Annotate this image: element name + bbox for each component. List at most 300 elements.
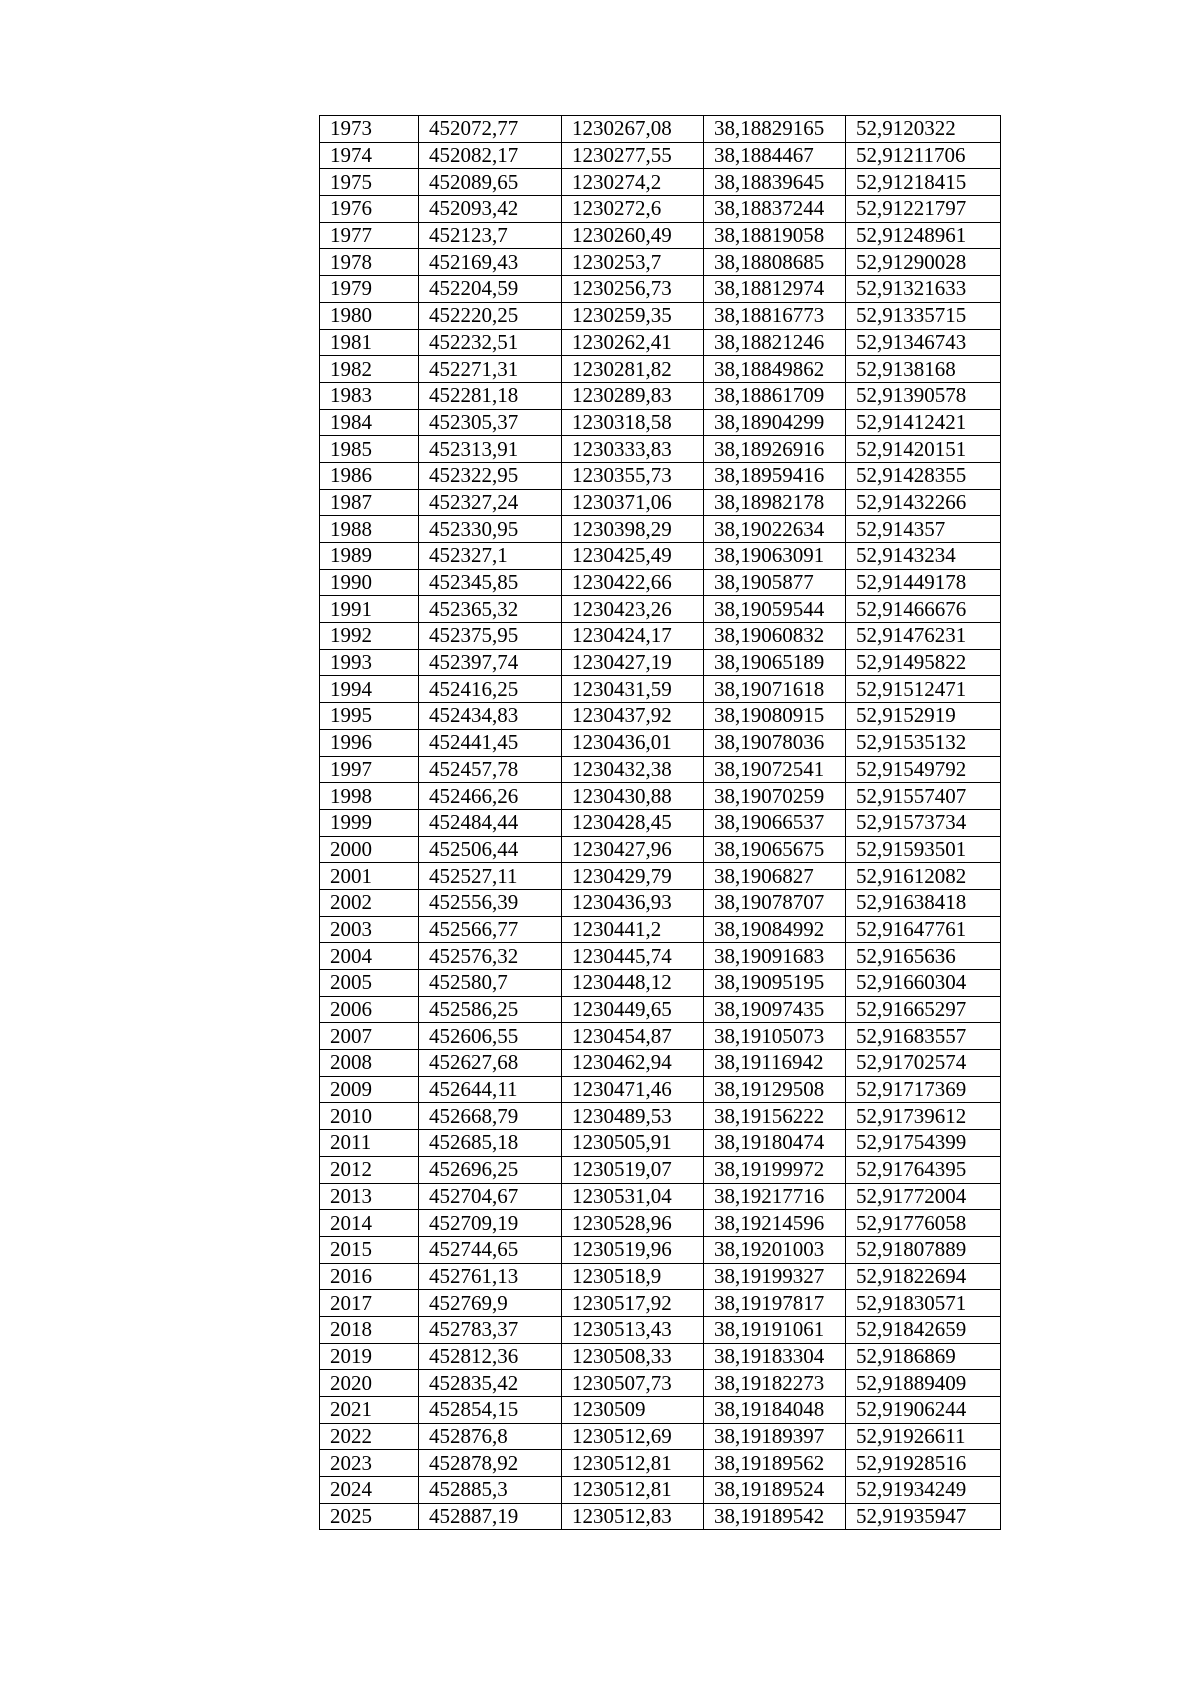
year-cell: 2021 — [320, 1397, 419, 1424]
value-a-cell: 452089,65 — [419, 169, 562, 196]
year-cell: 2022 — [320, 1423, 419, 1450]
value-d-cell: 52,91428355 — [846, 462, 1001, 489]
value-a-cell: 452434,83 — [419, 703, 562, 730]
value-a-cell: 452769,9 — [419, 1290, 562, 1317]
value-a-cell: 452441,45 — [419, 729, 562, 756]
value-d-cell: 52,91906244 — [846, 1397, 1001, 1424]
value-d-cell: 52,91647761 — [846, 916, 1001, 943]
year-cell: 1999 — [320, 809, 419, 836]
value-c-cell: 38,19070259 — [704, 783, 846, 810]
value-c-cell: 38,19214596 — [704, 1210, 846, 1237]
value-b-cell: 1230431,59 — [562, 676, 704, 703]
year-cell: 2008 — [320, 1050, 419, 1077]
value-c-cell: 38,19063091 — [704, 543, 846, 570]
value-c-cell: 38,1906827 — [704, 863, 846, 890]
year-cell: 1978 — [320, 249, 419, 276]
table-row — [320, 889, 1001, 916]
value-c-cell: 38,19184048 — [704, 1397, 846, 1424]
year-cell: 1998 — [320, 783, 419, 810]
value-d-cell: 52,91593501 — [846, 836, 1001, 863]
value-c-cell: 38,18808685 — [704, 249, 846, 276]
table-row — [320, 1263, 1001, 1290]
table-row — [320, 649, 1001, 676]
value-b-cell: 1230318,58 — [562, 409, 704, 436]
value-d-cell: 52,9186869 — [846, 1343, 1001, 1370]
table-row — [320, 436, 1001, 463]
value-a-cell: 452580,7 — [419, 970, 562, 997]
value-c-cell: 38,19059544 — [704, 596, 846, 623]
table-row — [320, 356, 1001, 383]
table-row — [320, 1477, 1001, 1504]
value-a-cell: 452812,36 — [419, 1343, 562, 1370]
value-d-cell: 52,91889409 — [846, 1370, 1001, 1397]
year-cell: 1985 — [320, 436, 419, 463]
value-a-cell: 452876,8 — [419, 1423, 562, 1450]
value-a-cell: 452327,1 — [419, 543, 562, 570]
value-d-cell: 52,914357 — [846, 516, 1001, 543]
value-d-cell: 52,91764395 — [846, 1156, 1001, 1183]
value-c-cell: 38,18982178 — [704, 489, 846, 516]
value-b-cell: 1230528,96 — [562, 1210, 704, 1237]
table-row — [320, 409, 1001, 436]
value-c-cell: 38,19189542 — [704, 1503, 846, 1530]
table-row — [320, 569, 1001, 596]
value-b-cell: 1230422,66 — [562, 569, 704, 596]
value-c-cell: 38,19022634 — [704, 516, 846, 543]
value-a-cell: 452330,95 — [419, 516, 562, 543]
year-cell: 1997 — [320, 756, 419, 783]
table-row — [320, 302, 1001, 329]
value-b-cell: 1230424,17 — [562, 623, 704, 650]
value-b-cell: 1230427,96 — [562, 836, 704, 863]
value-a-cell: 452466,26 — [419, 783, 562, 810]
value-d-cell: 52,91702574 — [846, 1050, 1001, 1077]
value-a-cell: 452327,24 — [419, 489, 562, 516]
year-cell: 1993 — [320, 649, 419, 676]
table-row — [320, 1076, 1001, 1103]
value-c-cell: 38,19189524 — [704, 1477, 846, 1504]
year-cell: 2015 — [320, 1236, 419, 1263]
table-row — [320, 249, 1001, 276]
value-a-cell: 452878,92 — [419, 1450, 562, 1477]
year-cell: 2013 — [320, 1183, 419, 1210]
value-d-cell: 52,9165636 — [846, 943, 1001, 970]
year-cell: 2014 — [320, 1210, 419, 1237]
value-c-cell: 38,19183304 — [704, 1343, 846, 1370]
value-b-cell: 1230519,96 — [562, 1236, 704, 1263]
value-d-cell: 52,91717369 — [846, 1076, 1001, 1103]
year-cell: 1992 — [320, 623, 419, 650]
value-a-cell: 452345,85 — [419, 569, 562, 596]
value-a-cell: 452232,51 — [419, 329, 562, 356]
value-d-cell: 52,91449178 — [846, 569, 1001, 596]
value-d-cell: 52,91390578 — [846, 382, 1001, 409]
value-c-cell: 38,18959416 — [704, 462, 846, 489]
table-row — [320, 836, 1001, 863]
value-b-cell: 1230355,73 — [562, 462, 704, 489]
table-row — [320, 729, 1001, 756]
value-a-cell: 452204,59 — [419, 276, 562, 303]
value-d-cell: 52,91830571 — [846, 1290, 1001, 1317]
year-cell: 1975 — [320, 169, 419, 196]
value-c-cell: 38,18926916 — [704, 436, 846, 463]
year-cell: 1987 — [320, 489, 419, 516]
value-b-cell: 1230441,2 — [562, 916, 704, 943]
value-a-cell: 452586,25 — [419, 996, 562, 1023]
value-b-cell: 1230436,01 — [562, 729, 704, 756]
value-a-cell: 452305,37 — [419, 409, 562, 436]
value-d-cell: 52,91638418 — [846, 889, 1001, 916]
value-b-cell: 1230260,49 — [562, 222, 704, 249]
table-row — [320, 703, 1001, 730]
table-row — [320, 1370, 1001, 1397]
value-c-cell: 38,1905877 — [704, 569, 846, 596]
value-a-cell: 452854,15 — [419, 1397, 562, 1424]
year-cell: 1977 — [320, 222, 419, 249]
value-b-cell: 1230505,91 — [562, 1130, 704, 1157]
value-a-cell: 452365,32 — [419, 596, 562, 623]
value-b-cell: 1230432,38 — [562, 756, 704, 783]
year-cell: 2024 — [320, 1477, 419, 1504]
value-a-cell: 452627,68 — [419, 1050, 562, 1077]
value-d-cell: 52,91420151 — [846, 436, 1001, 463]
table-row — [320, 276, 1001, 303]
table-row — [320, 329, 1001, 356]
value-b-cell: 1230436,93 — [562, 889, 704, 916]
value-a-cell: 452416,25 — [419, 676, 562, 703]
year-cell: 1995 — [320, 703, 419, 730]
value-b-cell: 1230489,53 — [562, 1103, 704, 1130]
value-a-cell: 452644,11 — [419, 1076, 562, 1103]
value-b-cell: 1230274,2 — [562, 169, 704, 196]
table-row — [320, 516, 1001, 543]
year-cell: 1996 — [320, 729, 419, 756]
value-a-cell: 452457,78 — [419, 756, 562, 783]
value-c-cell: 38,19129508 — [704, 1076, 846, 1103]
year-cell: 2018 — [320, 1316, 419, 1343]
year-cell: 2019 — [320, 1343, 419, 1370]
table-row — [320, 142, 1001, 169]
year-cell: 2009 — [320, 1076, 419, 1103]
value-a-cell: 452093,42 — [419, 196, 562, 223]
value-b-cell: 1230272,6 — [562, 196, 704, 223]
value-c-cell: 38,19191061 — [704, 1316, 846, 1343]
table-row — [320, 169, 1001, 196]
value-c-cell: 38,19072541 — [704, 756, 846, 783]
value-d-cell: 52,9120322 — [846, 116, 1001, 143]
value-c-cell: 38,18816773 — [704, 302, 846, 329]
table-row — [320, 1156, 1001, 1183]
year-cell: 1974 — [320, 142, 419, 169]
value-d-cell: 52,91549792 — [846, 756, 1001, 783]
value-c-cell: 38,18849862 — [704, 356, 846, 383]
value-c-cell: 38,19065189 — [704, 649, 846, 676]
year-cell: 1984 — [320, 409, 419, 436]
value-c-cell: 38,19078036 — [704, 729, 846, 756]
year-cell: 1994 — [320, 676, 419, 703]
value-d-cell: 52,91211706 — [846, 142, 1001, 169]
value-c-cell: 38,18904299 — [704, 409, 846, 436]
value-a-cell: 452527,11 — [419, 863, 562, 890]
value-c-cell: 38,18819058 — [704, 222, 846, 249]
value-a-cell: 452556,39 — [419, 889, 562, 916]
value-a-cell: 452744,65 — [419, 1236, 562, 1263]
value-a-cell: 452696,25 — [419, 1156, 562, 1183]
table-row — [320, 1210, 1001, 1237]
value-c-cell: 38,18839645 — [704, 169, 846, 196]
value-c-cell: 38,18821246 — [704, 329, 846, 356]
value-c-cell: 38,19084992 — [704, 916, 846, 943]
value-c-cell: 38,19199327 — [704, 1263, 846, 1290]
value-c-cell: 38,19095195 — [704, 970, 846, 997]
table-row — [320, 783, 1001, 810]
value-c-cell: 38,19065675 — [704, 836, 846, 863]
value-c-cell: 38,18837244 — [704, 196, 846, 223]
value-b-cell: 1230423,26 — [562, 596, 704, 623]
value-c-cell: 38,19156222 — [704, 1103, 846, 1130]
value-d-cell: 52,91926611 — [846, 1423, 1001, 1450]
value-c-cell: 38,19182273 — [704, 1370, 846, 1397]
year-cell: 2016 — [320, 1263, 419, 1290]
table-row — [320, 916, 1001, 943]
year-cell: 1991 — [320, 596, 419, 623]
table-row — [320, 1236, 1001, 1263]
value-c-cell: 38,1884467 — [704, 142, 846, 169]
value-b-cell: 1230519,07 — [562, 1156, 704, 1183]
value-d-cell: 52,91842659 — [846, 1316, 1001, 1343]
value-a-cell: 452072,77 — [419, 116, 562, 143]
year-cell: 2005 — [320, 970, 419, 997]
value-d-cell: 52,91466676 — [846, 596, 1001, 623]
table-row — [320, 943, 1001, 970]
table-row — [320, 1503, 1001, 1530]
value-d-cell: 52,91935947 — [846, 1503, 1001, 1530]
year-cell: 2025 — [320, 1503, 419, 1530]
value-c-cell: 38,19105073 — [704, 1023, 846, 1050]
value-b-cell: 1230508,33 — [562, 1343, 704, 1370]
value-b-cell: 1230512,69 — [562, 1423, 704, 1450]
value-a-cell: 452885,3 — [419, 1477, 562, 1504]
table-row — [320, 1290, 1001, 1317]
value-d-cell: 52,91754399 — [846, 1130, 1001, 1157]
value-a-cell: 452606,55 — [419, 1023, 562, 1050]
value-b-cell: 1230471,46 — [562, 1076, 704, 1103]
value-a-cell: 452082,17 — [419, 142, 562, 169]
value-b-cell: 1230517,92 — [562, 1290, 704, 1317]
year-cell: 2001 — [320, 863, 419, 890]
value-c-cell: 38,19189562 — [704, 1450, 846, 1477]
table-row — [320, 489, 1001, 516]
value-b-cell: 1230289,83 — [562, 382, 704, 409]
year-cell: 2006 — [320, 996, 419, 1023]
value-b-cell: 1230462,94 — [562, 1050, 704, 1077]
table-row — [320, 382, 1001, 409]
year-cell: 1990 — [320, 569, 419, 596]
value-c-cell: 38,19080915 — [704, 703, 846, 730]
value-b-cell: 1230449,65 — [562, 996, 704, 1023]
value-d-cell: 52,91218415 — [846, 169, 1001, 196]
value-b-cell: 1230253,7 — [562, 249, 704, 276]
value-a-cell: 452704,67 — [419, 1183, 562, 1210]
value-d-cell: 52,91432266 — [846, 489, 1001, 516]
year-cell: 2002 — [320, 889, 419, 916]
value-c-cell: 38,18829165 — [704, 116, 846, 143]
year-cell: 1989 — [320, 543, 419, 570]
value-b-cell: 1230507,73 — [562, 1370, 704, 1397]
value-b-cell: 1230428,45 — [562, 809, 704, 836]
table-row — [320, 1130, 1001, 1157]
value-b-cell: 1230513,43 — [562, 1316, 704, 1343]
year-cell: 1982 — [320, 356, 419, 383]
value-b-cell: 1230531,04 — [562, 1183, 704, 1210]
value-d-cell: 52,91934249 — [846, 1477, 1001, 1504]
value-c-cell: 38,18861709 — [704, 382, 846, 409]
year-cell: 1986 — [320, 462, 419, 489]
value-b-cell: 1230512,81 — [562, 1477, 704, 1504]
table-row — [320, 1423, 1001, 1450]
value-d-cell: 52,91660304 — [846, 970, 1001, 997]
value-c-cell: 38,19199972 — [704, 1156, 846, 1183]
table-row — [320, 1050, 1001, 1077]
value-c-cell: 38,19116942 — [704, 1050, 846, 1077]
table-row — [320, 1316, 1001, 1343]
year-cell: 1973 — [320, 116, 419, 143]
year-cell: 1983 — [320, 382, 419, 409]
year-cell: 1976 — [320, 196, 419, 223]
value-c-cell: 38,19217716 — [704, 1183, 846, 1210]
value-a-cell: 452169,43 — [419, 249, 562, 276]
value-a-cell: 452761,13 — [419, 1263, 562, 1290]
value-d-cell: 52,91321633 — [846, 276, 1001, 303]
value-a-cell: 452668,79 — [419, 1103, 562, 1130]
value-d-cell: 52,9143234 — [846, 543, 1001, 570]
value-b-cell: 1230518,9 — [562, 1263, 704, 1290]
table-row — [320, 596, 1001, 623]
value-a-cell: 452397,74 — [419, 649, 562, 676]
value-c-cell: 38,19097435 — [704, 996, 846, 1023]
value-b-cell: 1230371,06 — [562, 489, 704, 516]
value-d-cell: 52,91928516 — [846, 1450, 1001, 1477]
value-d-cell: 52,91573734 — [846, 809, 1001, 836]
year-cell: 2020 — [320, 1370, 419, 1397]
table-row — [320, 676, 1001, 703]
value-a-cell: 452271,31 — [419, 356, 562, 383]
table-row — [320, 1183, 1001, 1210]
table-body — [320, 116, 1001, 1530]
year-cell: 2012 — [320, 1156, 419, 1183]
value-d-cell: 52,91495822 — [846, 649, 1001, 676]
value-a-cell: 452709,19 — [419, 1210, 562, 1237]
value-a-cell: 452685,18 — [419, 1130, 562, 1157]
year-cell: 2000 — [320, 836, 419, 863]
value-b-cell: 1230259,35 — [562, 302, 704, 329]
value-d-cell: 52,91412421 — [846, 409, 1001, 436]
value-b-cell: 1230277,55 — [562, 142, 704, 169]
value-a-cell: 452322,95 — [419, 462, 562, 489]
value-c-cell: 38,19197817 — [704, 1290, 846, 1317]
table-row — [320, 863, 1001, 890]
value-d-cell: 52,91476231 — [846, 623, 1001, 650]
table-row — [320, 1450, 1001, 1477]
value-b-cell: 1230448,12 — [562, 970, 704, 997]
value-c-cell: 38,19060832 — [704, 623, 846, 650]
value-b-cell: 1230454,87 — [562, 1023, 704, 1050]
table-row — [320, 1103, 1001, 1130]
table-row — [320, 116, 1001, 143]
value-d-cell: 52,91335715 — [846, 302, 1001, 329]
year-cell: 1988 — [320, 516, 419, 543]
value-c-cell: 38,19201003 — [704, 1236, 846, 1263]
value-c-cell: 38,18812974 — [704, 276, 846, 303]
value-b-cell: 1230267,08 — [562, 116, 704, 143]
value-b-cell: 1230509 — [562, 1397, 704, 1424]
value-c-cell: 38,19078707 — [704, 889, 846, 916]
value-b-cell: 1230262,41 — [562, 329, 704, 356]
value-a-cell: 452506,44 — [419, 836, 562, 863]
value-a-cell: 452566,77 — [419, 916, 562, 943]
value-a-cell: 452281,18 — [419, 382, 562, 409]
value-b-cell: 1230398,29 — [562, 516, 704, 543]
value-d-cell: 52,9138168 — [846, 356, 1001, 383]
value-d-cell: 52,91221797 — [846, 196, 1001, 223]
value-d-cell: 52,91683557 — [846, 1023, 1001, 1050]
value-d-cell: 52,91739612 — [846, 1103, 1001, 1130]
value-b-cell: 1230512,81 — [562, 1450, 704, 1477]
value-d-cell: 52,91612082 — [846, 863, 1001, 890]
value-d-cell: 52,91776058 — [846, 1210, 1001, 1237]
year-cell: 2003 — [320, 916, 419, 943]
value-a-cell: 452123,7 — [419, 222, 562, 249]
value-b-cell: 1230429,79 — [562, 863, 704, 890]
value-d-cell: 52,9152919 — [846, 703, 1001, 730]
table-row — [320, 970, 1001, 997]
year-cell: 2011 — [320, 1130, 419, 1157]
year-cell: 2010 — [320, 1103, 419, 1130]
value-d-cell: 52,91772004 — [846, 1183, 1001, 1210]
value-d-cell: 52,91807889 — [846, 1236, 1001, 1263]
table-row — [320, 222, 1001, 249]
value-a-cell: 452835,42 — [419, 1370, 562, 1397]
value-d-cell: 52,91535132 — [846, 729, 1001, 756]
value-d-cell: 52,91665297 — [846, 996, 1001, 1023]
year-cell: 1980 — [320, 302, 419, 329]
value-b-cell: 1230256,73 — [562, 276, 704, 303]
value-a-cell: 452484,44 — [419, 809, 562, 836]
table-row — [320, 623, 1001, 650]
value-b-cell: 1230425,49 — [562, 543, 704, 570]
table-row — [320, 1343, 1001, 1370]
year-cell: 2007 — [320, 1023, 419, 1050]
year-cell: 2004 — [320, 943, 419, 970]
value-c-cell: 38,19071618 — [704, 676, 846, 703]
table-row — [320, 196, 1001, 223]
value-a-cell: 452313,91 — [419, 436, 562, 463]
value-d-cell: 52,91512471 — [846, 676, 1001, 703]
value-b-cell: 1230512,83 — [562, 1503, 704, 1530]
value-b-cell: 1230281,82 — [562, 356, 704, 383]
year-cell: 2017 — [320, 1290, 419, 1317]
value-b-cell: 1230445,74 — [562, 943, 704, 970]
value-b-cell: 1230333,83 — [562, 436, 704, 463]
value-c-cell: 38,19189397 — [704, 1423, 846, 1450]
coordinates-table — [319, 115, 1001, 1530]
year-cell: 2023 — [320, 1450, 419, 1477]
value-b-cell: 1230430,88 — [562, 783, 704, 810]
value-a-cell: 452783,37 — [419, 1316, 562, 1343]
table-row — [320, 809, 1001, 836]
value-a-cell: 452375,95 — [419, 623, 562, 650]
table-row — [320, 996, 1001, 1023]
